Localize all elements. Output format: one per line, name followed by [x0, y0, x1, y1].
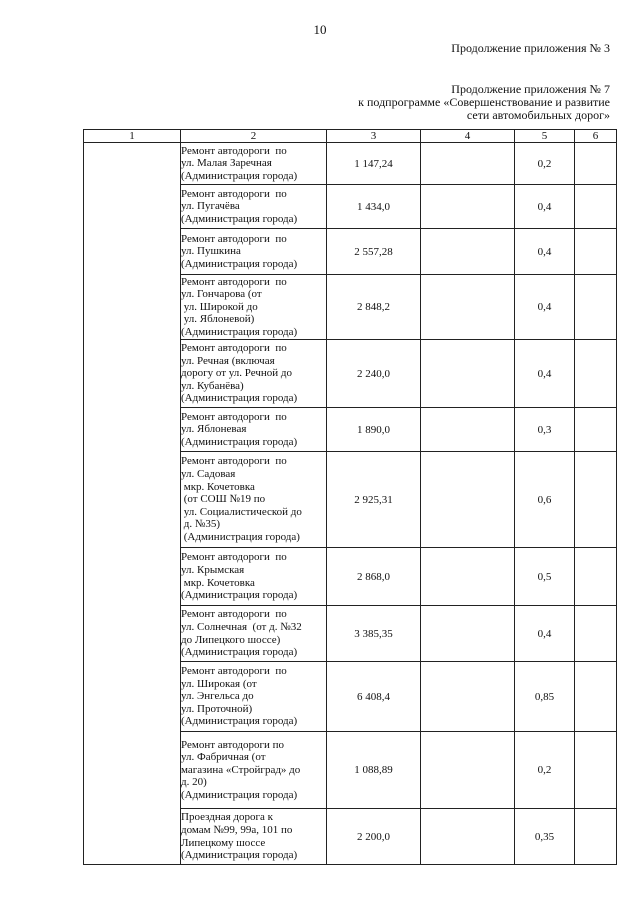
value-cell-c5: 0,5	[515, 548, 575, 606]
value-cell-c5: 0,4	[515, 340, 575, 408]
value-cell-c5: 0,6	[515, 452, 575, 548]
road-name-line: Ремонт автодороги по	[181, 342, 287, 355]
road-name-cell	[181, 185, 327, 229]
value-cell-c3: 2 848,2	[327, 275, 421, 340]
value-cell-c6	[575, 340, 617, 408]
value-cell-c4	[421, 340, 515, 408]
road-name-cell	[181, 229, 327, 275]
road-name-line: Ремонт автодороги по	[181, 608, 287, 621]
road-name-cell	[181, 408, 327, 452]
road-name-line: (Администрация города)	[181, 589, 298, 602]
value-cell-c3: 3 385,35	[327, 606, 421, 662]
road-name-line: (Администрация города)	[181, 169, 298, 182]
value-cell-c5: 0,85	[515, 662, 575, 732]
road-name-line: Ремонт автодороги по	[181, 275, 287, 288]
value-cell-c6	[575, 229, 617, 275]
road-repair-table	[83, 129, 617, 865]
road-name-cell	[181, 340, 327, 408]
appendix-7-continuation-header	[358, 83, 610, 122]
value-cell-c6	[575, 408, 617, 452]
road-name-cell	[181, 732, 327, 809]
road-name-line: (Администрация города)	[181, 849, 298, 862]
road-name-line: ул. Малая Заречная	[181, 157, 272, 170]
road-name-line: (Администрация города)	[181, 257, 298, 270]
value-cell-c4	[421, 662, 515, 732]
road-name-line: ул. Гончарова (от	[181, 288, 262, 301]
table-row	[84, 143, 617, 185]
road-name-line: (Администрация города)	[181, 325, 298, 338]
road-name-line: Ремонт автодороги по	[181, 551, 287, 564]
header-line: к подпрограмме «Совершенствование и развитие	[358, 95, 610, 109]
value-cell-c6	[575, 809, 617, 865]
value-cell-c3: 1 890,0	[327, 408, 421, 452]
road-name-line: ул. Садовая	[181, 468, 236, 481]
column-header: 4	[421, 130, 515, 143]
value-cell-c3: 1 434,0	[327, 185, 421, 229]
value-cell-c5: 0,35	[515, 809, 575, 865]
road-name-line: ул. Речная (включая	[181, 354, 275, 367]
value-cell-c6	[575, 185, 617, 229]
road-name-line: магазина «Стройград» до	[181, 763, 301, 776]
road-name-line: (Администрация города)	[181, 715, 298, 728]
road-name-line: Ремонт автодороги по	[181, 410, 287, 423]
value-cell-c4	[421, 809, 515, 865]
value-cell-c5: 0,4	[515, 606, 575, 662]
road-name-cell	[181, 809, 327, 865]
value-cell-c6	[575, 143, 617, 185]
road-name-line: ул. Солнечная (от д. №32	[181, 620, 302, 633]
road-name-line: (Администрация города)	[181, 212, 298, 225]
road-name-line: дорогу от ул. Речной до	[181, 367, 293, 380]
road-name-line: Ремонт автодороги по	[181, 738, 285, 751]
road-name-cell	[181, 452, 327, 548]
road-name-line: Ремонт автодороги по	[181, 144, 287, 157]
value-cell-c5: 0,4	[515, 185, 575, 229]
value-cell-c4	[421, 185, 515, 229]
value-cell-c4	[421, 606, 515, 662]
road-name-line: ул. Яблоневой)	[181, 313, 255, 326]
header-line: Продолжение приложения № 7	[451, 82, 610, 96]
road-name-line: ул. Социалистической до	[181, 505, 302, 518]
page-number: 10	[313, 22, 327, 37]
road-name-line: до Липецкого шоссе)	[181, 633, 281, 646]
road-name-line: ул. Широкой до	[181, 300, 258, 313]
road-name-line: д. 20)	[181, 776, 207, 789]
road-name-line: (Администрация города)	[181, 788, 298, 801]
value-cell-c6	[575, 452, 617, 548]
value-cell-c6	[575, 732, 617, 809]
value-cell-c4	[421, 408, 515, 452]
road-name-cell	[181, 548, 327, 606]
value-cell-c4	[421, 229, 515, 275]
road-name-line: ул. Фабричная (от	[181, 751, 266, 764]
value-cell-c4	[421, 732, 515, 809]
road-name-line: домам №99, 99а, 101 по	[181, 823, 293, 836]
value-cell-c4	[421, 452, 515, 548]
column-number-row	[84, 130, 617, 143]
appendix-3-continuation-header: Продолжение приложения № 3	[451, 41, 610, 55]
value-cell-c6	[575, 662, 617, 732]
road-name-line: д. №35)	[181, 518, 221, 531]
road-name-line: ул. Широкая (от	[181, 677, 257, 690]
value-cell-c3: 6 408,4	[327, 662, 421, 732]
value-cell-c3: 2 200,0	[327, 809, 421, 865]
value-cell-c3: 2 868,0	[327, 548, 421, 606]
header-line: сети автомобильных дорог»	[466, 108, 610, 122]
road-name-line: (Администрация города)	[181, 435, 298, 448]
column-header: 6	[575, 130, 617, 143]
value-cell-c6	[575, 606, 617, 662]
road-name-line: Ремонт автодороги по	[181, 232, 287, 245]
value-cell-c3: 2 240,0	[327, 340, 421, 408]
road-name-line: Ремонт автодороги по	[181, 455, 287, 468]
value-cell-c4	[421, 143, 515, 185]
road-name-line: ул. Проточной)	[181, 702, 253, 715]
value-cell-c6	[575, 275, 617, 340]
value-cell-c4	[421, 548, 515, 606]
road-name-line: (Администрация города)	[181, 530, 300, 543]
road-name-cell	[181, 275, 327, 340]
road-name-line: ул. Кубанёва)	[181, 379, 244, 392]
road-name-line: ул. Пушкина	[181, 245, 241, 258]
column-header: 5	[515, 130, 575, 143]
column-1-cell	[84, 143, 181, 865]
road-name-line: ул. Крымская	[181, 563, 245, 576]
value-cell-c5: 0,4	[515, 229, 575, 275]
road-name-line: ул. Пугачёва	[181, 200, 240, 213]
value-cell-c5: 0,2	[515, 732, 575, 809]
road-name-line: ул. Энгельса до	[181, 690, 254, 703]
road-name-cell	[181, 143, 327, 185]
column-header: 1	[84, 130, 181, 143]
value-cell-c5: 0,3	[515, 408, 575, 452]
value-cell-c3: 2 925,31	[327, 452, 421, 548]
value-cell-c3: 2 557,28	[327, 229, 421, 275]
road-name-line: (Администрация города)	[181, 392, 298, 405]
column-header: 2	[181, 130, 327, 143]
value-cell-c5: 0,2	[515, 143, 575, 185]
value-cell-c3: 1 088,89	[327, 732, 421, 809]
road-name-line: Ремонт автодороги по	[181, 665, 287, 678]
road-name-line: Липецкому шоссе	[181, 836, 266, 849]
value-cell-c4	[421, 275, 515, 340]
road-name-cell	[181, 662, 327, 732]
road-name-line: мкр. Кочетовка	[181, 576, 255, 589]
road-name-line: Ремонт автодороги по	[181, 187, 287, 200]
road-name-line: (от СОШ №19 по	[181, 493, 266, 506]
road-name-line: (Администрация города)	[181, 646, 298, 659]
road-name-line: мкр. Кочетовка	[181, 480, 255, 493]
road-name-cell	[181, 606, 327, 662]
road-name-line: ул. Яблоневая	[181, 423, 247, 436]
value-cell-c5: 0,4	[515, 275, 575, 340]
road-name-line: Проездная дорога к	[181, 811, 274, 824]
value-cell-c3: 1 147,24	[327, 143, 421, 185]
column-header: 3	[327, 130, 421, 143]
value-cell-c6	[575, 548, 617, 606]
